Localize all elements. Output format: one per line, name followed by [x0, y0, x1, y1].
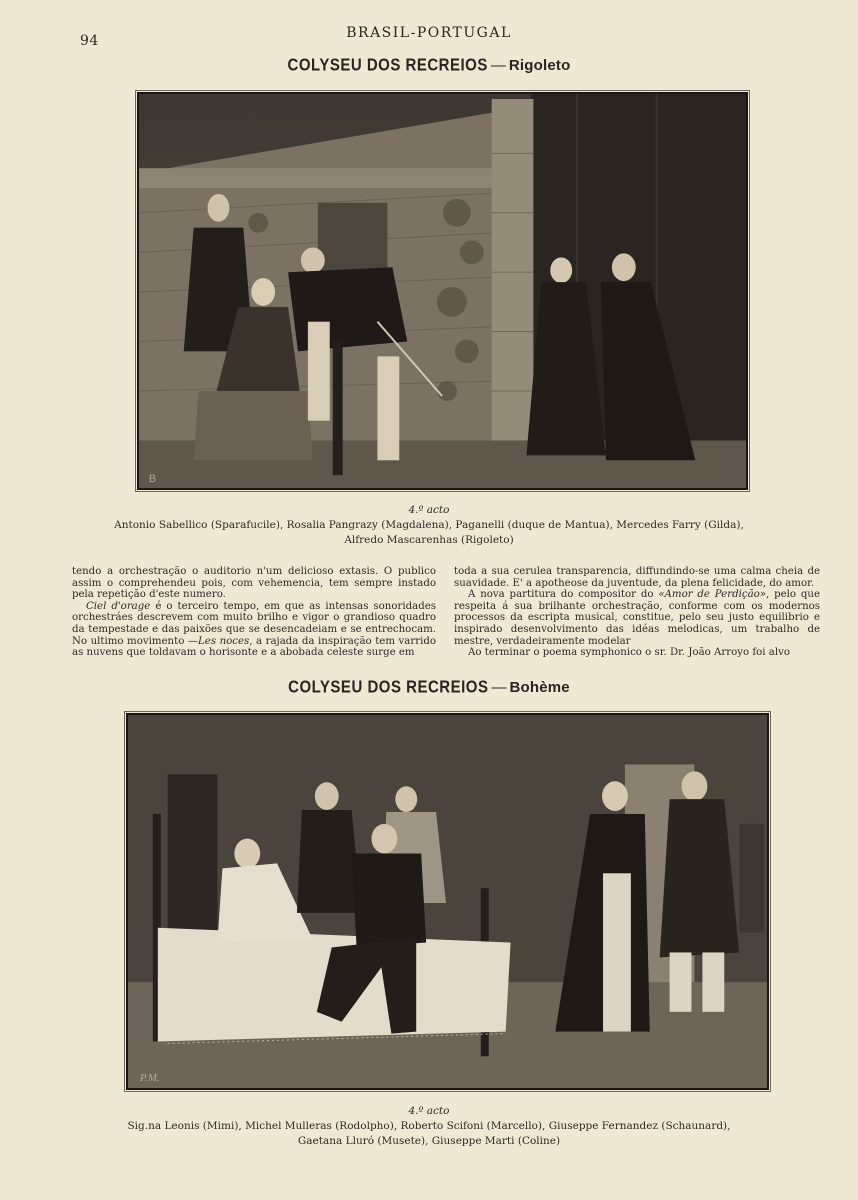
caption-act: 4.º acto [408, 1105, 450, 1117]
section-title-opera: Bohème [509, 679, 570, 696]
article-paragraph: Ao terminar o poema symphonico o sr. Dr. João Arroyo foi alvo [468, 647, 791, 659]
caption-cast-line-2: Gaetana Lluró (Musete), Giuseppe Marti (Coline) [297, 1135, 561, 1147]
section-title-main: COLYSEU DOS RECREIOS [288, 677, 489, 698]
article-emphasis: «Amor de Perdição» [658, 589, 767, 601]
caption-cast-line-2: Alfredo Mascarenhas (Rigoleto) [344, 534, 514, 546]
article-text: , a rajada da inspiração tem varrido as nuvens que toldavam o horisonte e a abobada celeste surge em [72, 635, 436, 659]
photo-rigoleto-scene [139, 94, 746, 488]
article-text: é o terceiro tempo, em que as intensas sonoridades orchestráes descrevem com muito brilho e vigor o grandioso quadro da tempestade e das paixões que se desencadeiam e se entrechocam. No ultimo movimento — [72, 600, 436, 647]
running-head: BRASIL-PORTUGAL [346, 25, 512, 41]
article-column-right [454, 566, 820, 659]
caption-boheme [0, 1104, 858, 1149]
section-title-boheme [0, 679, 858, 696]
section-title-separator: — [490, 57, 506, 74]
section-title-opera: Rigoleto [508, 57, 571, 74]
photo-rigoleto-act4 [137, 92, 748, 490]
article-paragraph [72, 601, 436, 659]
article-text: A nova partitura do compositor do [468, 589, 659, 601]
article-paragraph: tendo a orchestração o auditorio n'um delicioso extasis. O publico assim o comprehendeu pois, com vehemencia, tem sempre instado pela repetição d'este numero. [72, 566, 436, 601]
photo-monogram: P.M. [139, 1072, 160, 1085]
stone-pillar [492, 99, 534, 450]
caption-cast-line-1: Antonio Sabellico (Sparafucile), Rosalia Pangrazy (Magdalena), Paganelli (duque de Mantua), Mercedes Farry (Gilda), [114, 519, 744, 531]
article-paragraph [454, 589, 820, 647]
section-title-main: COLYSEU DOS RECREIOS [287, 55, 488, 76]
section-title-separator: — [491, 679, 507, 696]
photo-boheme-scene [128, 715, 767, 1088]
caption-rigoleto [0, 503, 858, 548]
article-column-left [72, 566, 436, 659]
article-text: , pelo que respeita á sua brilhante orchestração, conforme com os modernos processos da escripta musical, constitue, pelo seu justo equilibrio e inspirado desenvolvimento das idéas melodicas, um trabalho de mestre, verdadeiramente modelar [454, 589, 820, 647]
article-emphasis: Les noces [198, 635, 250, 647]
section-title-rigoleto [0, 57, 858, 74]
page-number: 94 [80, 33, 99, 49]
article-paragraph: toda a sua cerulea transparencia, diffundindo-se uma calma cheia de suavidade. E' a apotheose da juventude, da plena felicidade, do amor. [454, 566, 820, 589]
photo-boheme-act4 [126, 713, 769, 1090]
photo-monogram: B [148, 473, 157, 486]
article-emphasis: Ciel d'orage [86, 600, 151, 612]
chair [739, 824, 764, 933]
caption-act: 4.º acto [408, 504, 450, 516]
caption-cast-line-1: Sig.na Leonis (Mimi), Michel Mulleras (Rodolpho), Roberto Scifoni (Marcello), Giuseppe Fernandez (Schaunard), [127, 1120, 731, 1132]
